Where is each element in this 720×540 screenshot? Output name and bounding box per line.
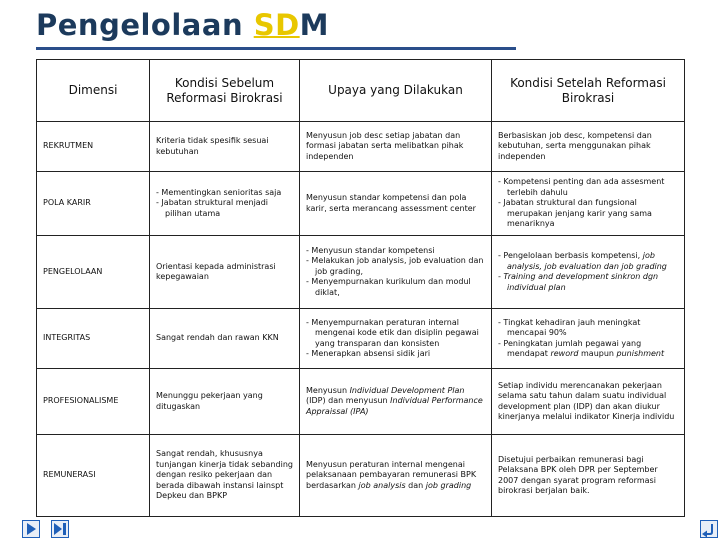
- bullet-item: - Jabatan struktural dan fungsional merupakan jenjang karir yang sama menariknya: [498, 198, 652, 229]
- last-slide-button[interactable]: [51, 520, 69, 538]
- cell-dimensi: PENGELOLAAN: [37, 236, 150, 309]
- cell-sebelum: Kriteria tidak spesifik sesuai kebutuhan: [150, 122, 300, 172]
- cell-dimensi: INTEGRITAS: [37, 309, 150, 369]
- cell-upaya: Menyusun peraturan internal mengenai pelaksanaan pembayaran remunerasi BPK berdasarkan job analysis dan job grading: [300, 435, 492, 517]
- cell-dimensi: PROFESIONALISME: [37, 369, 150, 435]
- cell-sebelum: [150, 172, 300, 236]
- cell-setelah: [492, 172, 685, 236]
- bullet-item: - Menyempurnakan peraturan internal mengenai kode etik dan disiplin pegawai yang transparan dan konsisten: [306, 317, 479, 348]
- cell-upaya: Menyusun job desc setiap jabatan dan formasi jabatan serta melibatkan pihak independen: [300, 122, 492, 172]
- table-row: [37, 172, 685, 236]
- cell-dimensi: POLA KARIR: [37, 172, 150, 236]
- cell-upaya: Menyusun standar kompetensi dan pola karir, serta merancang assessment center: [300, 172, 492, 236]
- bullet-item: - Mementingkan senioritas saja: [156, 187, 282, 197]
- table-row: [37, 122, 685, 172]
- header-sebelum: Kondisi Sebelum Reformasi Birokrasi: [150, 60, 300, 122]
- sdm-table: [36, 59, 685, 517]
- bullet-item: - Menyempurnakan kurikulum dan modul diklat,: [306, 277, 471, 297]
- bullet-item: - Pengelolaan berbasis kompetensi, job analysis, job evaluation dan job grading: [498, 251, 667, 271]
- return-button[interactable]: [700, 520, 718, 538]
- title-underline: [36, 47, 516, 50]
- next-icon: [22, 520, 40, 538]
- bullet-item: - Tingkat kehadiran jauh meningkat mencapai 90%: [498, 317, 641, 337]
- bullet-item: - Melakukan job analysis, job evaluation dan job grading,: [306, 256, 484, 276]
- table-row: [37, 435, 685, 517]
- cell-setelah: Disetujui perbaikan remunerasi bagi Pelaksana BPK oleh DPR per September 2007 dengan syarat program reformasi birokrasi berjalan baik.: [492, 435, 685, 517]
- header-dimensi: Dimensi: [37, 60, 150, 122]
- bullet-item: - Menyusun standar kompetensi: [306, 245, 435, 255]
- cell-upaya: [300, 236, 492, 309]
- cell-dimensi: REKRUTMEN: [37, 122, 150, 172]
- header-upaya: Upaya yang Dilakukan: [300, 60, 492, 122]
- table-row: [37, 236, 685, 309]
- page-title: Pengelolaan SDM: [36, 8, 330, 42]
- cell-setelah: [492, 309, 685, 369]
- bullet-item: - Training and development sinkron dgn individual plan: [498, 272, 659, 292]
- table-header-row: [37, 60, 685, 122]
- cell-setelah: [492, 236, 685, 309]
- bullet-item: - Kompetensi penting dan ada assesment terlebih dahulu: [498, 177, 665, 197]
- cell-sebelum: Menunggu pekerjaan yang ditugaskan: [150, 369, 300, 435]
- last-icon: [51, 520, 69, 538]
- bullet-item: - Peningkatan jumlah pegawai yang mendapat reword maupun punishment: [498, 338, 665, 358]
- header-setelah: Kondisi Setelah Reformasi Birokrasi: [492, 60, 685, 122]
- table-row: [37, 309, 685, 369]
- cell-sebelum: Sangat rendah, khususnya tunjangan kinerja tidak sebanding dengan resiko pekerjaan dan berada dibawah instansi lainspt Depkeu dan BPKP: [150, 435, 300, 517]
- cell-setelah: Setiap individu merencanakan pekerjaan selama satu tahun dalam suatu individual development plan (IDP) dan akan diukur kinerjanya melalui indikator Kinerja individu: [492, 369, 685, 435]
- bullet-item: - Menerapkan absensi sidik jari: [306, 349, 431, 358]
- next-slide-button[interactable]: [22, 520, 40, 538]
- cell-upaya: Menyusun Individual Development Plan (IDP) dan menyusun Individual Performance Appraissal (IPA): [300, 369, 492, 435]
- bullet-item: - Jabatan struktural menjadi pilihan utama: [156, 198, 268, 218]
- cell-sebelum: Orientasi kepada administrasi kepegawaian: [150, 236, 300, 309]
- cell-upaya: [300, 309, 492, 369]
- table-row: [37, 369, 685, 435]
- cell-setelah: Berbasiskan job desc, kompetensi dan kebutuhan, serta menggunakan pihak independen: [492, 122, 685, 172]
- cell-dimensi: REMUNERASI: [37, 435, 150, 517]
- return-icon: [700, 520, 718, 538]
- cell-sebelum: Sangat rendah dan rawan KKN: [150, 309, 300, 369]
